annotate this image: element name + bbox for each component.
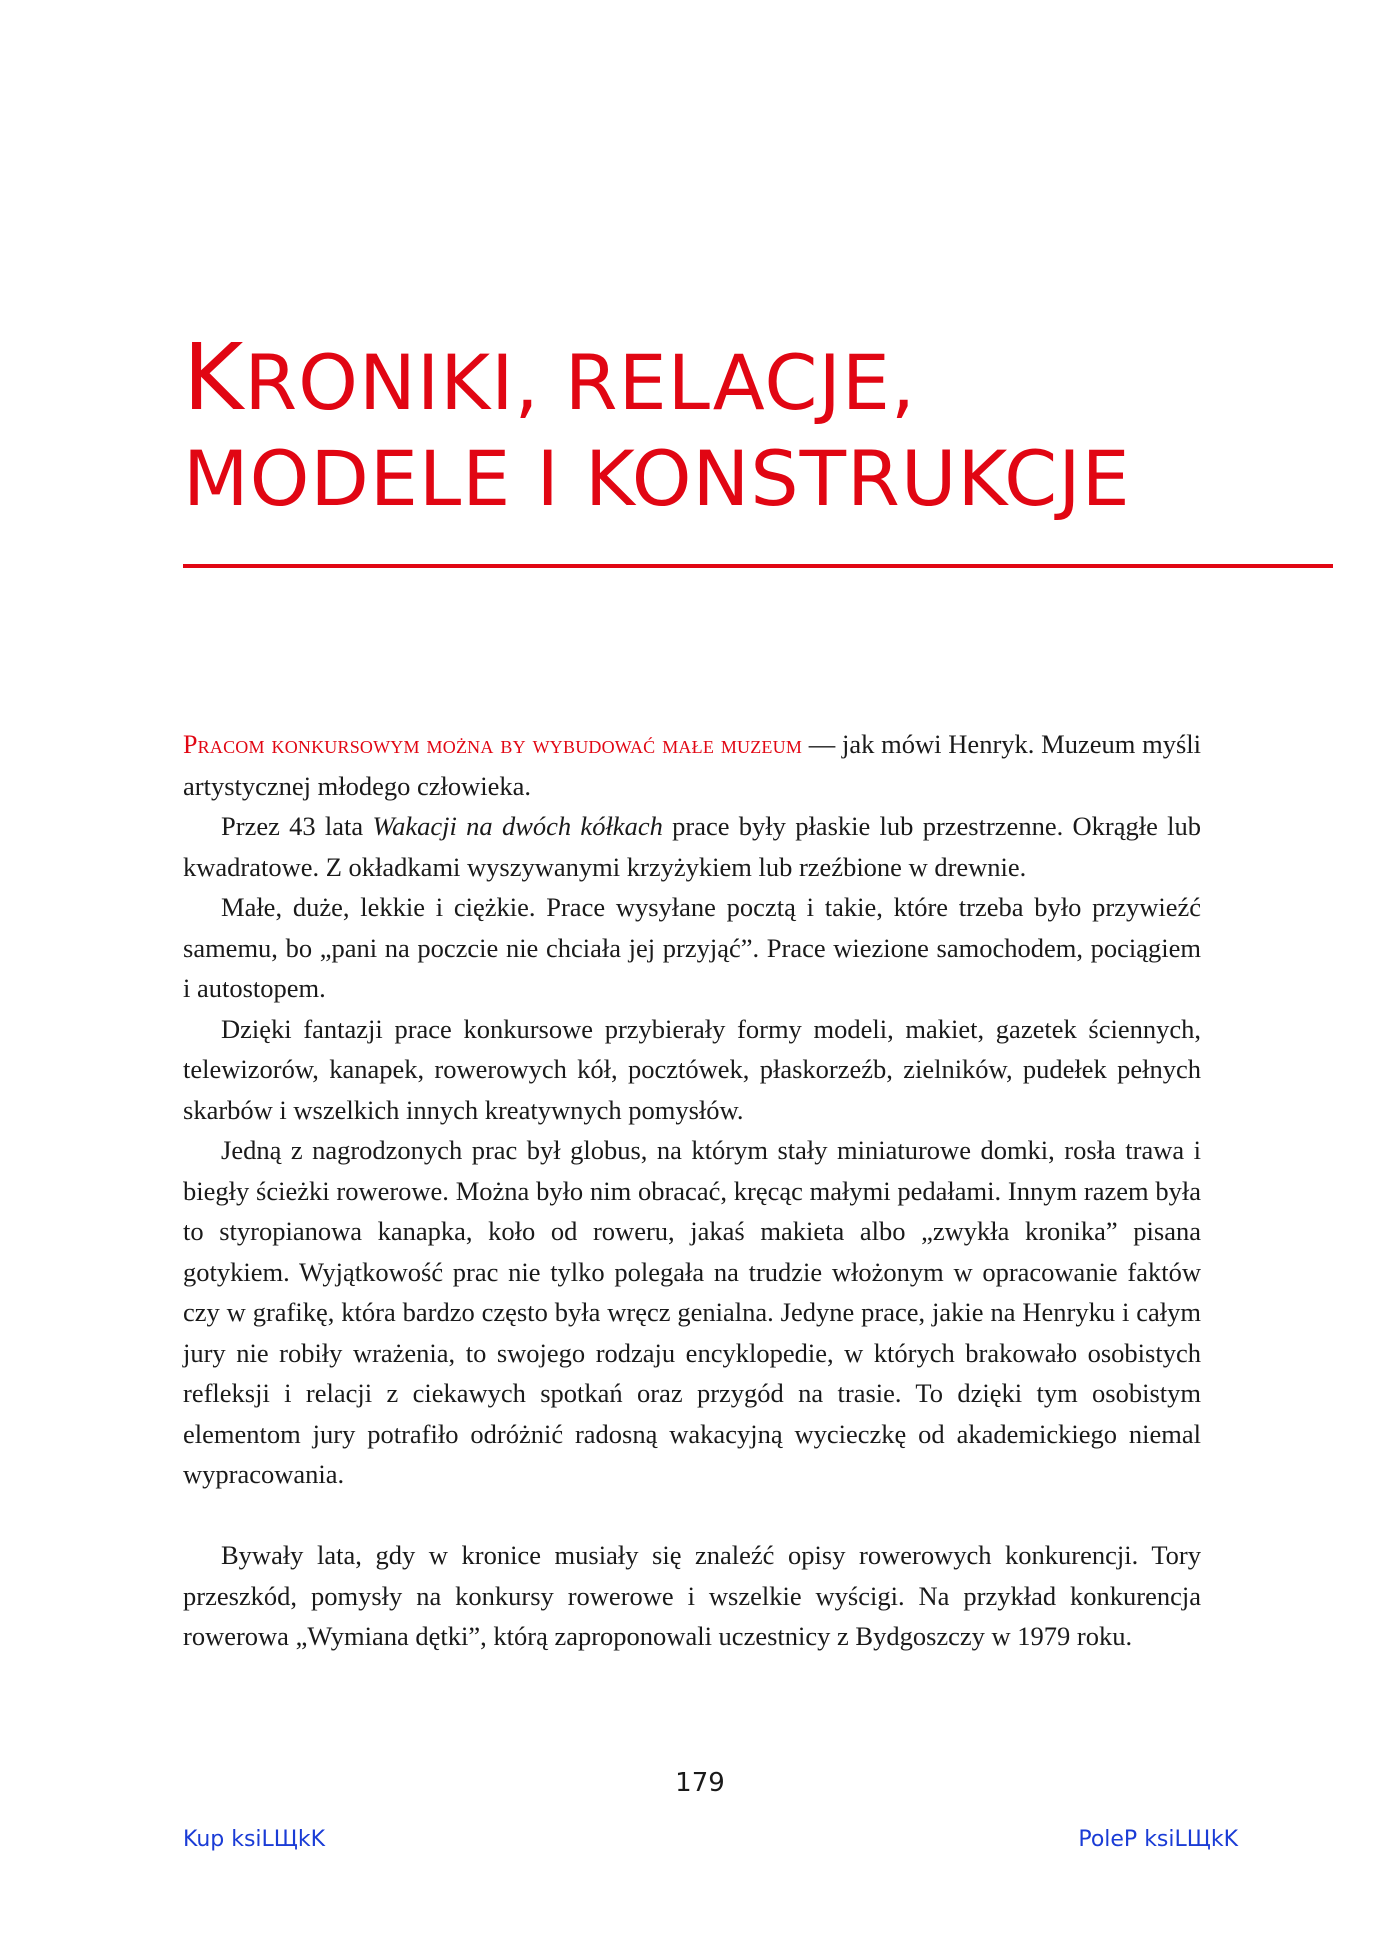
paragraph-lead-in: Pracom konkursowym można by wybudować małe muzeum: [183, 730, 803, 759]
page-number: 179: [675, 1768, 725, 1798]
paragraph-3: Małe, duże, lekkie i ciężkie. Prace wysyłane pocztą i takie, które trzeba było przywieźć samemu, bo „pani na poczcie nie chciała jej przyjąć”. Prace wiezione samochodem, pociągiem i autostopem.: [183, 892, 1201, 1003]
chapter-title-line-1-rest: RONIKI, RELACJE,: [244, 338, 917, 427]
title-divider: [183, 564, 1333, 568]
paragraph-5: Jedną z nagrodzonych prac był globus, na którym stały miniaturowe domki, rosła trawa i biegły ścieżki rowerowe. Można było nim obracać, kręcąc małymi pedałami. Innym razem była to styropianowa kanapka, koło od roweru, jakaś makieta albo „zwykła kronika” pisana gotykiem. Wyjątkowość prac nie tylko polegała na trudzie włożonym w opracowanie faktów czy w grafikę, która bardzo często była wręcz genialna. Jedyne prace, jakie na Henryku i całym jury nie robiły wrażenia, to swojego rodzaju encyklopedie, w których brakowało osobistych refleksji i relacji z ciekawych spotkań oraz przygód na trasie. To dzięki tym osobistym elementom jury potrafiło odróżnić radosną wakacyjną wycieczkę od akademickiego niemal wypracowania.: [183, 1135, 1201, 1489]
chapter-title-line-1: [183, 324, 1303, 431]
buy-book-link[interactable]: Kup ksiLЩkK: [183, 1827, 326, 1852]
paragraph-2-part-b: prace były płaskie lub przestrzenne. Okrągłe lub kwadratowe. Z okładkami wyszywanymi krzyżykiem lub rzeźbione w drewnie.: [183, 811, 1201, 882]
paragraph-2: [183, 806, 1201, 887]
body-text: [183, 724, 1201, 1657]
paragraph-1-rest: — jak mówi Henryk. Muzeum myśli artystycznej młodego człowieka.: [183, 729, 1202, 801]
paragraph-4: Dzięki fantazji prace konkursowe przybierały formy modeli, makiet, gazetek ściennych, telewizorów, kanapek, rowerowych kół, pocztówek, płaskorzeźb, zielników, pudełek pełnych skarbów i wszelkich innych kreatywnych pomysłów.: [183, 1013, 1201, 1125]
paragraph-6: Bywały lata, gdy w kronice musiały się znaleźć opisy rowerowych konkurencji. Tory przeszkód, pomysły na konkursy rowerowe i wszelkie wyścigi. Na przykład konkurencja rowerowa „Wymiana dętki”, którą zaproponowali uczestnicy z Bydgoszczy w 1979 roku.: [183, 1540, 1201, 1651]
chapter-title-line-2: MODELE I KONSTRUKCJE: [183, 434, 1131, 523]
chapter-title: [183, 324, 1303, 527]
paragraph-2-part-a: Przez 43 lata: [221, 811, 373, 841]
book-title-italic: Wakacji na dwóch kółkach: [372, 811, 663, 841]
recommend-book-link[interactable]: PoleP ksiLЩkK: [1078, 1827, 1238, 1852]
chapter-title-initial: K: [183, 324, 245, 431]
paragraph-1: [183, 724, 1201, 806]
